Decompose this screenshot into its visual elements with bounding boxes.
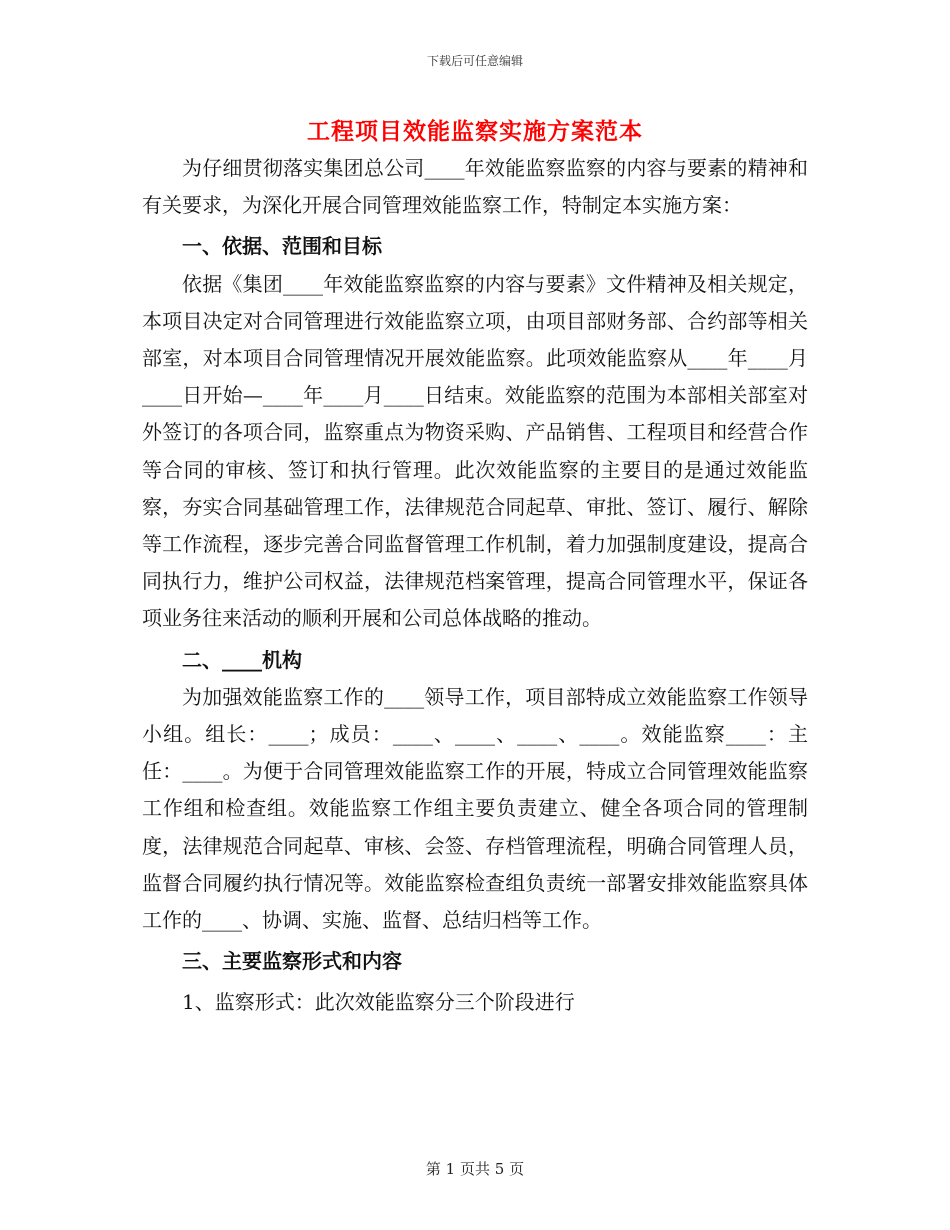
page-number: 第 1 页共 5 页 (425, 1160, 525, 1178)
section-heading-1: 一、依据、范围和目标 (182, 234, 382, 259)
document-title: 工程项目效能监察实施方案范本 (307, 118, 643, 145)
header-note: 下载后可任意编辑 (426, 54, 523, 68)
document-body (142, 150, 808, 1022)
section-2-paragraph: 为加强效能监察工作的____领导工作，项目部特成立效能监察工作领导小组。组长：____；成员：____、____、____、____。效能监察____：主任：____。为便于合同管理效能监察工作的开展，特成立合同管理效能监察工作组和检查组。效能监察工作组主要负责建立、健全各项合同的管理制度，法律规范合同起草、审核、会签、存档管理流程，明确合同管理人员，监督合同履约执行情况等。效能监察检查组负责统一部署安排效能监察具体工作的____、协调、实施、监督、总结归档等工作。 (142, 684, 808, 933)
section-heading-3: 三、主要监察形式和内容 (182, 949, 402, 974)
section-heading-2: 二、____机构 (182, 647, 302, 672)
section-3-item-1: 1、监察形式：此次效能监察分三个阶段进行 (182, 990, 575, 1015)
section-1-paragraph: 依据《集团____年效能监察监察的内容与要素》文件精神及相关规定，本项目决定对合同管理进行效能监察立项，由项目部财务部、合约部等相关部室，对本项目合同管理情况开展效能监察。此项效能监察从____年____月____日开始—____年____月____日结束。效能监察的范围为本部相关部室对外签订的各项合同，监察重点为物资采购、产品销售、工程项目和经营合作等合同的审核、签订和执行管理。此次效能监察的主要目的是通过效能监察，夯实合同基础管理工作，法律规范合同起草、审批、签订、履行、解除等工作流程，逐步完善合同监督管理工作机制，着力加强制度建设，提高合同执行力，维护公司权益，法律规范档案管理，提高合同管理水平，保证各项业务往来活动的顺利开展和公司总体战略的推动。 (142, 271, 808, 631)
intro-paragraph: 为仔细贯彻落实集团总公司____年效能监察监察的内容与要素的精神和有关要求，为深化开展合同管理效能监察工作，特制定本实施方案： (142, 156, 808, 218)
